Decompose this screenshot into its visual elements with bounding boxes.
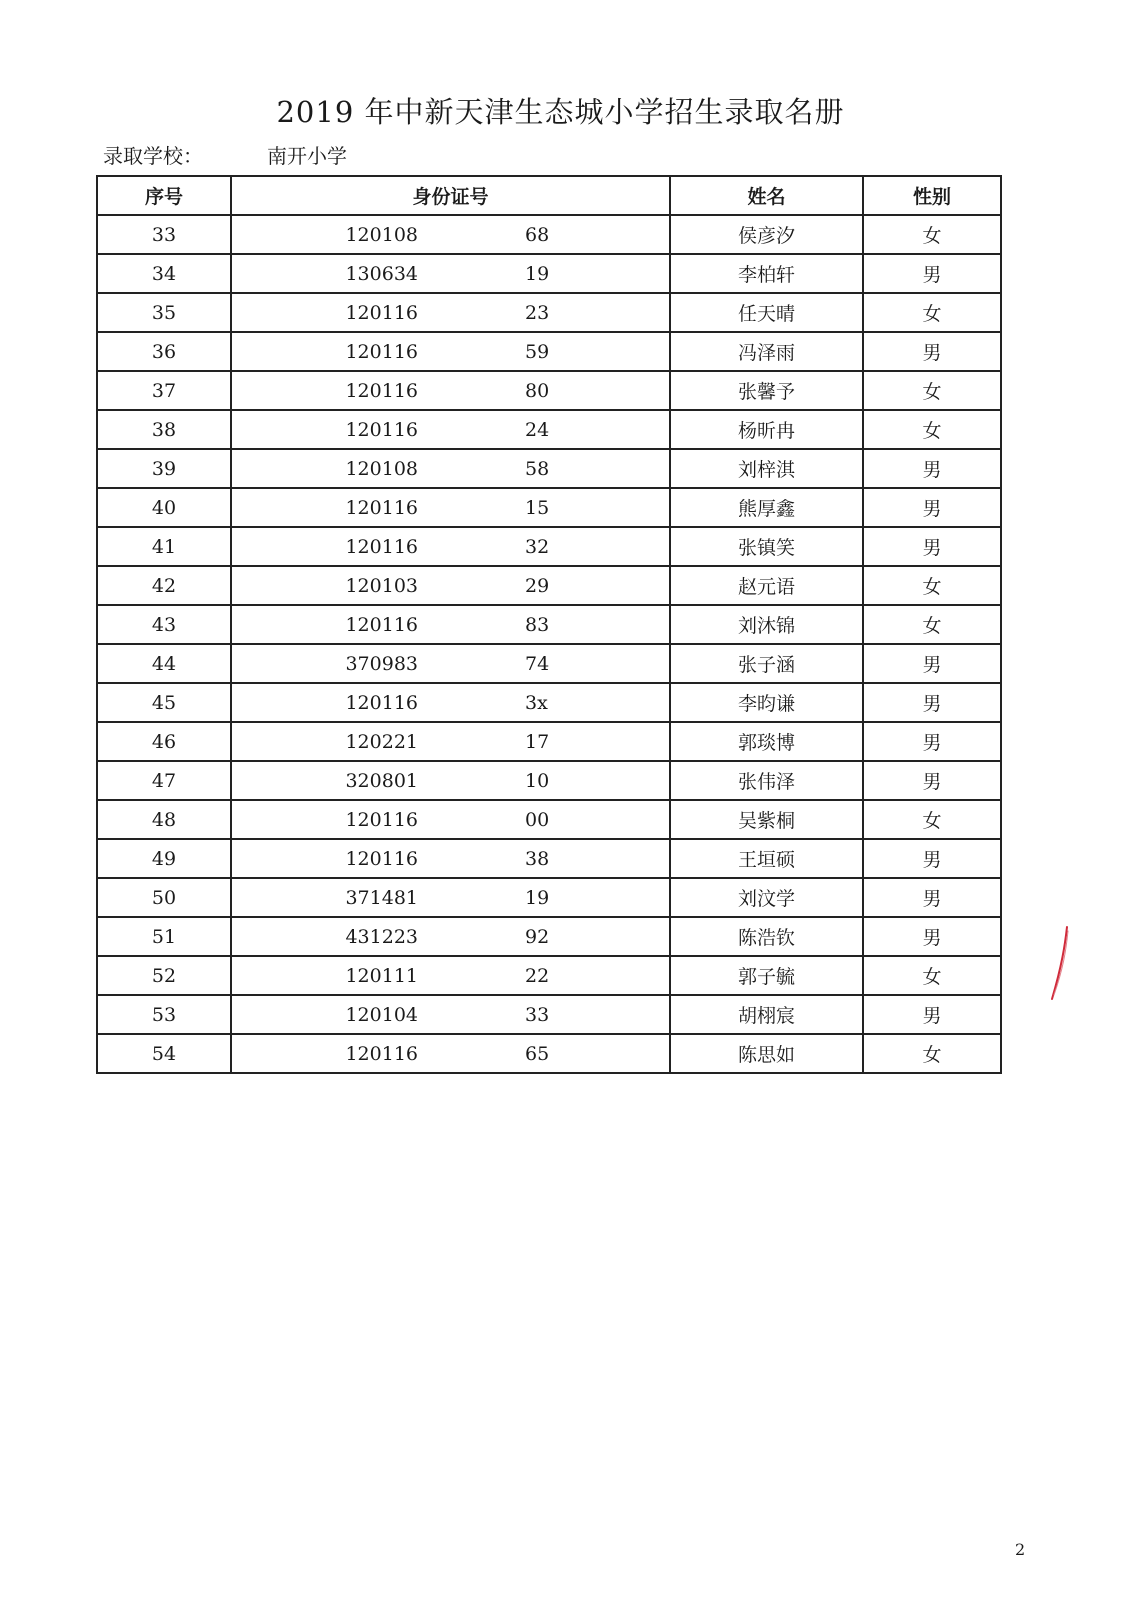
table-header-row (97, 176, 1001, 215)
id-prefix: 370983 (345, 652, 418, 675)
gender-cell: 女 (863, 956, 1001, 995)
id-prefix: 120116 (345, 301, 418, 324)
id-suffix: 10 (525, 769, 550, 792)
page-number: 2 (1015, 1540, 1026, 1559)
seq-cell: 51 (97, 917, 231, 956)
id-number-cell (231, 878, 670, 917)
table-row (97, 995, 1001, 1034)
header-name: 姓名 (670, 176, 863, 215)
table-row (97, 293, 1001, 332)
seq-cell: 52 (97, 956, 231, 995)
table-row (97, 878, 1001, 917)
school-label: 录取学校： (103, 144, 203, 168)
id-suffix: 19 (525, 262, 550, 285)
id-redaction (418, 412, 524, 447)
id-number-cell (231, 839, 670, 878)
student-name-cell: 杨昕冉 (670, 410, 863, 449)
id-suffix: 83 (525, 613, 550, 636)
gender-cell: 女 (863, 605, 1001, 644)
id-number-cell (231, 371, 670, 410)
seq-cell: 36 (97, 332, 231, 371)
id-suffix: 74 (525, 652, 550, 675)
gender-cell: 女 (863, 800, 1001, 839)
id-suffix: 33 (525, 1003, 550, 1026)
id-number-cell (231, 215, 670, 254)
id-suffix: 80 (525, 379, 550, 402)
student-name-cell: 李昀谦 (670, 683, 863, 722)
student-name-cell: 任天晴 (670, 293, 863, 332)
id-redaction (418, 646, 524, 681)
table-row (97, 605, 1001, 644)
id-suffix: 68 (525, 223, 550, 246)
id-suffix: 58 (525, 457, 550, 480)
seq-cell: 35 (97, 293, 231, 332)
id-number-cell (231, 254, 670, 293)
id-redaction (418, 919, 524, 954)
student-name-cell: 郭琰博 (670, 722, 863, 761)
id-suffix: 29 (525, 574, 550, 597)
id-redaction (418, 373, 524, 408)
page-title: 2019 年中新天津生态城小学招生录取名册 (276, 95, 845, 129)
seq-cell: 49 (97, 839, 231, 878)
table-row (97, 254, 1001, 293)
student-name-cell: 侯彦汐 (670, 215, 863, 254)
gender-cell: 男 (863, 917, 1001, 956)
table-row (97, 449, 1001, 488)
gender-cell: 女 (863, 410, 1001, 449)
gender-cell: 女 (863, 371, 1001, 410)
table-row (97, 800, 1001, 839)
table-row (97, 488, 1001, 527)
id-number-cell (231, 644, 670, 683)
student-name-cell: 张镇笑 (670, 527, 863, 566)
id-prefix: 120116 (345, 613, 418, 636)
table-row (97, 917, 1001, 956)
gender-cell: 男 (863, 332, 1001, 371)
table-row (97, 761, 1001, 800)
header-gender: 性别 (863, 176, 1001, 215)
id-prefix: 371481 (345, 886, 418, 909)
id-redaction (418, 685, 524, 720)
id-redaction (418, 880, 524, 915)
id-number-cell (231, 488, 670, 527)
id-prefix: 120108 (345, 223, 418, 246)
gender-cell: 女 (863, 215, 1001, 254)
id-prefix: 320801 (345, 769, 418, 792)
id-suffix: 92 (525, 925, 550, 948)
id-prefix: 130634 (345, 262, 418, 285)
student-name-cell: 刘梓淇 (670, 449, 863, 488)
id-redaction (418, 1036, 524, 1071)
table-row (97, 371, 1001, 410)
gender-cell: 女 (863, 1034, 1001, 1073)
header-id-number: 身份证号 (231, 176, 670, 215)
student-name-cell: 熊厚鑫 (670, 488, 863, 527)
id-redaction (418, 490, 524, 525)
table-row (97, 683, 1001, 722)
id-number-cell (231, 566, 670, 605)
id-suffix: 19 (525, 886, 550, 909)
gender-cell: 男 (863, 761, 1001, 800)
id-redaction (418, 997, 524, 1032)
student-name-cell: 刘沐锦 (670, 605, 863, 644)
id-number-cell (231, 605, 670, 644)
id-redaction (418, 607, 524, 642)
id-prefix: 120221 (345, 730, 418, 753)
gender-cell: 男 (863, 449, 1001, 488)
gender-cell: 男 (863, 839, 1001, 878)
table-row (97, 956, 1001, 995)
seq-cell: 54 (97, 1034, 231, 1073)
id-number-cell (231, 995, 670, 1034)
table-row (97, 1034, 1001, 1073)
id-number-cell (231, 449, 670, 488)
seq-cell: 53 (97, 995, 231, 1034)
student-name-cell: 郭子毓 (670, 956, 863, 995)
id-number-cell (231, 527, 670, 566)
id-suffix: 23 (525, 301, 550, 324)
id-prefix: 120116 (345, 418, 418, 441)
gender-cell: 男 (863, 644, 1001, 683)
id-redaction (418, 334, 524, 369)
id-redaction (418, 763, 524, 798)
gender-cell: 男 (863, 995, 1001, 1034)
id-redaction (418, 958, 524, 993)
id-suffix: 00 (525, 808, 550, 831)
seq-cell: 45 (97, 683, 231, 722)
id-number-cell (231, 722, 670, 761)
id-number-cell (231, 1034, 670, 1073)
id-number-cell (231, 917, 670, 956)
seq-cell: 39 (97, 449, 231, 488)
id-number-cell (231, 800, 670, 839)
seq-cell: 37 (97, 371, 231, 410)
id-redaction (418, 256, 524, 291)
student-name-cell: 胡栩宸 (670, 995, 863, 1034)
table-row (97, 215, 1001, 254)
id-prefix: 120116 (345, 496, 418, 519)
id-redaction (418, 724, 524, 759)
id-suffix: 38 (525, 847, 550, 870)
header-seq: 序号 (97, 176, 231, 215)
gender-cell: 男 (863, 527, 1001, 566)
student-name-cell: 陈浩钦 (670, 917, 863, 956)
id-suffix: 59 (525, 340, 550, 363)
id-suffix: 3x (525, 691, 548, 714)
student-name-cell: 冯泽雨 (670, 332, 863, 371)
id-suffix: 24 (525, 418, 550, 441)
seq-cell: 50 (97, 878, 231, 917)
id-redaction (418, 802, 524, 837)
student-name-cell: 吴紫桐 (670, 800, 863, 839)
red-pen-mark (1048, 925, 1070, 1005)
id-suffix: 22 (525, 964, 550, 987)
id-number-cell (231, 293, 670, 332)
id-redaction (418, 451, 524, 486)
id-redaction (418, 568, 524, 603)
id-suffix: 17 (525, 730, 550, 753)
id-redaction (418, 295, 524, 330)
id-prefix: 120111 (345, 964, 418, 987)
id-number-cell (231, 332, 670, 371)
gender-cell: 男 (863, 683, 1001, 722)
seq-cell: 42 (97, 566, 231, 605)
student-name-cell: 陈思如 (670, 1034, 863, 1073)
seq-cell: 33 (97, 215, 231, 254)
id-suffix: 32 (525, 535, 550, 558)
seq-cell: 34 (97, 254, 231, 293)
student-name-cell: 刘汶学 (670, 878, 863, 917)
gender-cell: 女 (863, 566, 1001, 605)
id-prefix: 120103 (345, 574, 418, 597)
id-suffix: 15 (525, 496, 550, 519)
enrollment-table (96, 175, 1002, 1074)
id-prefix: 120116 (345, 535, 418, 558)
id-number-cell (231, 410, 670, 449)
table-row (97, 644, 1001, 683)
gender-cell: 男 (863, 254, 1001, 293)
student-name-cell: 李柏轩 (670, 254, 863, 293)
id-redaction (418, 217, 524, 252)
gender-cell: 女 (863, 293, 1001, 332)
table-row (97, 332, 1001, 371)
id-redaction (418, 841, 524, 876)
id-number-cell (231, 683, 670, 722)
id-prefix: 120116 (345, 340, 418, 363)
table-row (97, 410, 1001, 449)
id-prefix: 120116 (345, 691, 418, 714)
student-name-cell: 赵元语 (670, 566, 863, 605)
id-prefix: 120116 (345, 379, 418, 402)
table-row (97, 722, 1001, 761)
id-suffix: 65 (525, 1042, 550, 1065)
school-line (103, 140, 347, 169)
id-prefix: 120116 (345, 1042, 418, 1065)
school-name: 南开小学 (267, 144, 347, 168)
id-prefix: 120116 (345, 847, 418, 870)
seq-cell: 46 (97, 722, 231, 761)
seq-cell: 44 (97, 644, 231, 683)
gender-cell: 男 (863, 488, 1001, 527)
gender-cell: 男 (863, 722, 1001, 761)
table-row (97, 527, 1001, 566)
table-body (97, 215, 1001, 1073)
id-prefix: 431223 (345, 925, 418, 948)
student-name-cell: 张馨予 (670, 371, 863, 410)
table-row (97, 839, 1001, 878)
student-name-cell: 张子涵 (670, 644, 863, 683)
id-prefix: 120108 (345, 457, 418, 480)
id-redaction (418, 529, 524, 564)
seq-cell: 41 (97, 527, 231, 566)
seq-cell: 47 (97, 761, 231, 800)
gender-cell: 男 (863, 878, 1001, 917)
table-row (97, 566, 1001, 605)
seq-cell: 38 (97, 410, 231, 449)
id-prefix: 120116 (345, 808, 418, 831)
id-number-cell (231, 761, 670, 800)
student-name-cell: 王垣硕 (670, 839, 863, 878)
student-name-cell: 张伟泽 (670, 761, 863, 800)
seq-cell: 40 (97, 488, 231, 527)
id-prefix: 120104 (345, 1003, 418, 1026)
seq-cell: 48 (97, 800, 231, 839)
seq-cell: 43 (97, 605, 231, 644)
id-number-cell (231, 956, 670, 995)
